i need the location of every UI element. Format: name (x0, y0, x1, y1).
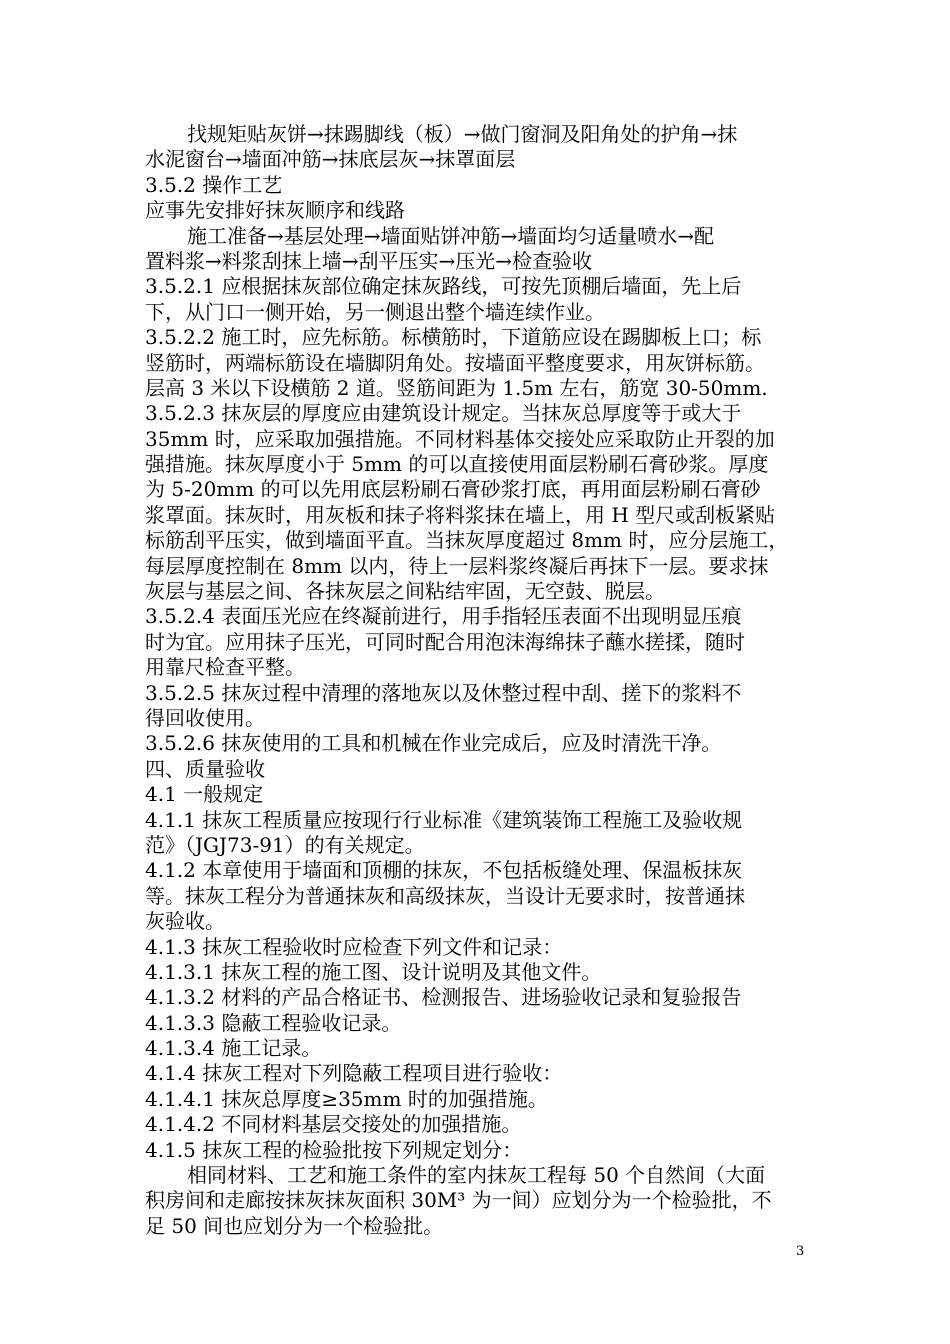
text-line: 积房间和走廊按抹灰抹灰面积 30M³ 为一间）应划分为一个检验批，不 (145, 1188, 772, 1213)
text-line: 4.1.3.4 施工记录。 (145, 1036, 322, 1061)
text-line: 4.1 一般规定 (145, 782, 264, 807)
text-line: 3.5.2.4 表面压光应在终凝前进行，用手指轻压表面不出现明显压痕 (145, 604, 742, 629)
text-line: 3.5.2.2 施工时，应先标筋。标横筋时，下道筋应设在踢脚板上口；标 (145, 325, 762, 350)
text-line: 4.1.4 抹灰工程对下列隐蔽工程项目进行验收： (145, 1061, 563, 1086)
text-line: 水泥窗台→墙面冲筋→抹底层灰→抹罩面层 (145, 147, 516, 172)
text-line: 3.5.2.1 应根据抹灰部位确定抹灰路线，可按先顶棚后墙面，先上后 (145, 274, 742, 299)
text-line: 灰层与基层之间、各抹灰层之间粘结牢固，无空鼓、脱层。 (145, 579, 665, 604)
text-line: 强措施。抹灰厚度小于 5mm 的可以直接使用面层粉刷石膏砂浆。厚度 (145, 452, 769, 477)
text-line: 浆罩面。抹灰时，用灰板和抹子将料浆抹在墙上，用 H 型尺或刮板紧贴 (145, 502, 776, 527)
text-line: 4.1.3.2 材料的产品合格证书、检测报告、进场验收记录和复验报告 (145, 985, 742, 1010)
text-line: 4.1.4.2 不同材料基层交接处的加强措施。 (145, 1112, 522, 1137)
text-line: 下，从门口一侧开始，另一侧退出整个墙连续作业。 (145, 299, 605, 324)
text-line: 找规矩贴灰饼→抹踢脚线（板）→做门窗洞及阳角处的护角→抹 (187, 122, 738, 146)
text-line: 用靠尺检查平整。 (145, 655, 305, 680)
text-line: 施工准备→基层处理→墙面贴饼冲筋→墙面均匀适量喷水→配 (187, 223, 715, 248)
text-line: 4.1.3.3 隐蔽工程验收记录。 (145, 1010, 402, 1035)
text-line: 应事先安排好抹灰顺序和线路 (145, 198, 405, 223)
text-line: 足 50 间也应划分为一个检验批。 (145, 1213, 444, 1238)
text-line: 相同材料、工艺和施工条件的室内抹灰工程每 50 个自然间（大面 (187, 1163, 766, 1188)
text-line: 3.5.2.5 抹灰过程中清理的落地灰以及休整过程中刮、搓下的浆料不 (145, 680, 742, 705)
text-line: 时为宜。应用抹子压光，可同时配合用泡沫海绵抹子蘸水搓揉，随时 (145, 629, 745, 654)
text-line: 层高 3 米以下设横筋 2 道。竖筋间距为 1.5m 左右，筋宽 30-50mm. (145, 375, 768, 400)
text-line: 等。抹灰工程分为普通抹灰和高级抹灰，当设计无要求时，按普通抹 (145, 883, 745, 908)
text-line: 35mm 时，应采取加强措施。不同材料基体交接处应采取防止开裂的加 (145, 426, 775, 451)
text-line: 4.1.4.1 抹灰总厚度≥35mm 时的加强措施。 (145, 1086, 548, 1111)
text-line: 置料浆→料浆刮抹上墙→刮平压实→压光→检查验收 (145, 248, 593, 273)
text-line: 3.5.2.3 抹灰层的厚度应由建筑设计规定。当抹灰总厚度等于或大于 (145, 401, 742, 426)
text-line: 范》（JGJ73-91）的有关规定。 (145, 832, 425, 857)
text-line: 4.1.5 抹灰工程的检验批按下列规定划分： (145, 1137, 523, 1162)
text-line: 3.5.2 操作工艺 (145, 172, 283, 197)
text-line: 4.1.3.1 抹灰工程的施工图、设计说明及其他文件。 (145, 959, 602, 984)
text-line: 灰验收。 (145, 909, 225, 934)
text-line: 得回收使用。 (145, 705, 265, 730)
text-line: 4.1.1 抹灰工程质量应按现行行业标准《建筑装饰工程施工及验收规 (145, 807, 743, 832)
text-line: 为 5-20mm 的可以先用底层粉刷石膏砂浆打底，再用面层粉刷石膏砂 (145, 477, 761, 502)
text-line: 竖筋时，两端标筋设在墙脚阴角处。按墙面平整度要求，用灰饼标筋。 (145, 350, 765, 375)
text-line: 四、质量验收 (145, 756, 265, 781)
document-body (145, 122, 810, 1239)
page-number: 3 (796, 1244, 805, 1259)
text-line: 标筋刮平压实，做到墙面平直。当抹灰厚度超过 8mm 时，应分层施工， (145, 528, 789, 553)
text-line: 3.5.2.6 抹灰使用的工具和机械在作业完成后，应及时清洗干净。 (145, 731, 722, 756)
text-line: 每层厚度控制在 8mm 以内，待上一层料浆终凝后再抹下一层。要求抹 (145, 553, 769, 578)
text-line: 4.1.2 本章使用于墙面和顶棚的抹灰，不包括板缝处理、保温板抹灰 (145, 858, 743, 883)
text-line: 4.1.3 抹灰工程验收时应检查下列文件和记录： (145, 934, 563, 959)
